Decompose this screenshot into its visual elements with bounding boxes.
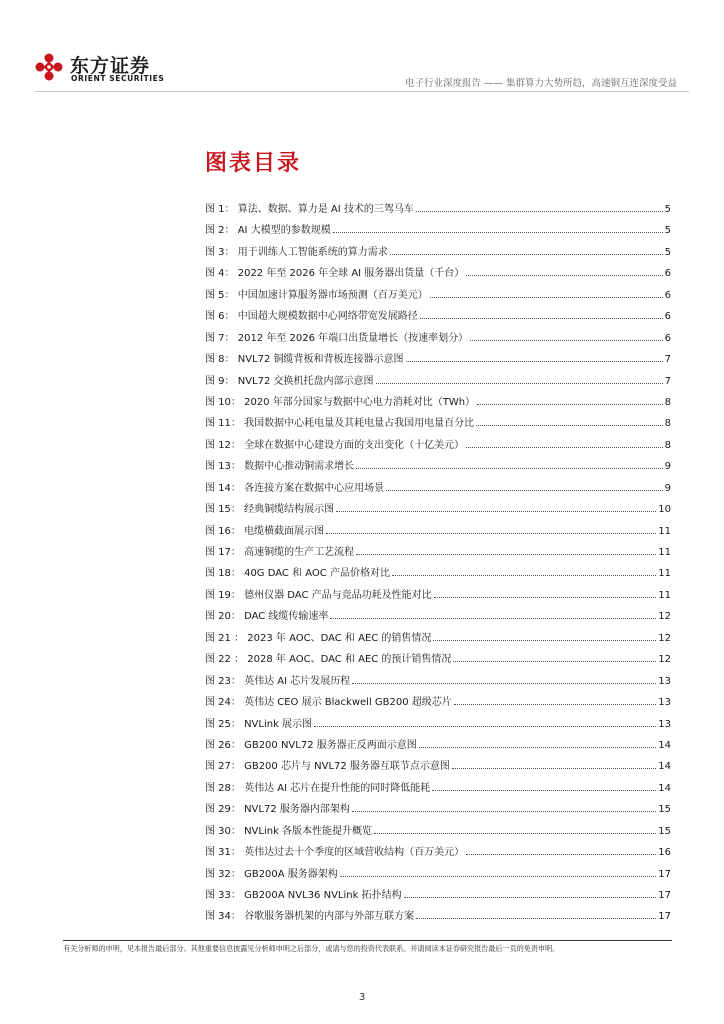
- toc-leader-dots: [352, 683, 656, 684]
- toc-entry[interactable]: [205, 610, 671, 631]
- toc-entry[interactable]: [205, 417, 671, 438]
- toc-entry-page: 15: [658, 825, 671, 837]
- toc-entry-page: 11: [658, 525, 671, 537]
- toc-entry-label: 图 5： 中国加速计算服务器市场预测（百万美元）: [205, 289, 428, 301]
- toc-entry-page: 6: [664, 268, 671, 280]
- toc-entry[interactable]: [205, 889, 671, 910]
- toc-entry[interactable]: [205, 482, 671, 503]
- toc-entry-page: 9: [664, 482, 671, 494]
- toc-leader-dots: [374, 833, 656, 834]
- toc-entry-label: 图 33： GB200A NVL36 NVLink 拓扑结构: [205, 890, 402, 901]
- toc-entry-page: 6: [664, 311, 671, 323]
- toc-entry-label: 图 18： 40G DAC 和 AOC 产品价格对比: [205, 568, 390, 580]
- toc-entry-page: 6: [664, 289, 671, 301]
- disclaimer-text: 有关分析师的申明，见本报告最后部分。其他重要信息披露见分析师申明之后部分，或请与您的投资代表联系。并请阅读本证券研究报告最后一页的免责申明。: [63, 944, 560, 953]
- toc-leader-dots: [326, 533, 656, 534]
- toc-entry-label: 图 30： NVLink 各版本性能提升概览: [205, 825, 373, 837]
- toc-entry-label: 图 13： 数据中心推动铜需求增长: [205, 461, 355, 473]
- toc-entry[interactable]: [205, 439, 671, 460]
- toc-entry[interactable]: [205, 718, 671, 739]
- logo-text-en: ORIENT SECURITIES: [71, 74, 165, 83]
- toc-entry-page: 15: [658, 804, 671, 816]
- toc-entry-label: 图 21 ： 2023 年 AOC、DAC 和 AEC 的销售情况: [205, 632, 432, 644]
- toc-entry-page: 9: [664, 461, 671, 473]
- toc-entry[interactable]: [205, 760, 671, 781]
- toc-entry[interactable]: [205, 782, 671, 803]
- toc-entry-label: 图 23： 英伟达 AI 芯片发展历程: [205, 675, 351, 687]
- toc-entry[interactable]: [205, 267, 671, 288]
- toc-entry[interactable]: [205, 396, 671, 417]
- toc-leader-dots: [376, 383, 663, 384]
- toc-leader-dots: [392, 575, 656, 576]
- toc-leader-dots: [336, 511, 656, 512]
- toc-entry-label: 图 29： NVL72 服务器内部架构: [205, 804, 350, 816]
- toc-leader-dots: [356, 468, 663, 469]
- toc-entry[interactable]: [205, 546, 671, 567]
- toc-entry-page: 5: [664, 246, 671, 258]
- toc-leader-dots: [470, 340, 662, 341]
- toc-entry-label: 图 16： 电缆横截面展示图: [205, 525, 325, 537]
- toc-entry[interactable]: [205, 868, 671, 889]
- toc-leader-dots: [466, 854, 656, 855]
- toc-entry-page: 8: [664, 396, 671, 408]
- toc-leader-dots: [356, 554, 656, 555]
- toc-entry-page: 17: [658, 868, 671, 880]
- toc-leader-dots: [430, 297, 663, 298]
- toc-leader-dots: [386, 490, 663, 491]
- orient-securities-logo-icon: [34, 52, 64, 82]
- toc-entry-label: 图 2： AI 大模型的参数规模: [205, 225, 331, 237]
- toc-entry-page: 8: [664, 439, 671, 451]
- toc-entry-label: 图 31： 英伟达过去十个季度的区域营收结构（百万美元）: [205, 847, 465, 859]
- toc-entry-page: 13: [658, 697, 671, 709]
- toc-leader-dots: [333, 232, 663, 233]
- toc-entry[interactable]: [205, 525, 671, 546]
- toc-entry-page: 11: [658, 568, 671, 580]
- toc-leader-dots: [434, 597, 657, 598]
- toc-leader-dots: [420, 318, 663, 319]
- toc-entry-label: 图 24： 英伟达 CEO 展示 Blackwell GB200 超级芯片: [205, 697, 452, 709]
- toc-entry[interactable]: [205, 825, 671, 846]
- toc-entry-page: 12: [658, 654, 671, 666]
- toc-leader-dots: [404, 897, 657, 898]
- toc-leader-dots: [432, 790, 656, 791]
- toc-entry-page: 12: [658, 632, 671, 644]
- toc-entry-page: 8: [664, 418, 671, 430]
- toc-entry-page: 12: [658, 611, 671, 623]
- toc-entry[interactable]: [205, 632, 671, 653]
- toc-leader-dots: [352, 811, 656, 812]
- toc-entry-label: 图 14： 各连接方案在数据中心应用场景: [205, 482, 385, 494]
- toc-entry[interactable]: [205, 675, 671, 696]
- toc-title: 图表目录: [205, 151, 302, 176]
- toc-entry-page: 11: [658, 589, 671, 601]
- page-number: 3: [358, 992, 366, 1003]
- toc-entry-label: 图 1： 算法、数据、算力是 AI 技术的三驾马车: [205, 204, 414, 215]
- toc-entry[interactable]: [205, 653, 671, 674]
- toc-entry-page: 5: [664, 204, 671, 215]
- toc-leader-dots: [416, 211, 663, 212]
- toc-leader-dots: [466, 275, 662, 276]
- toc-entry-label: 图 15： 经典铜缆结构展示图: [205, 504, 335, 516]
- toc-leader-dots: [452, 768, 656, 769]
- toc-leader-dots: [477, 404, 663, 405]
- toc-entry-label: 图 11： 我国数据中心耗电量及其耗电量占我国用电量百分比: [205, 418, 475, 430]
- toc-entry-label: 图 8： NVL72 铜缆背板和背板连接器示意图: [205, 354, 404, 366]
- toc-entry-label: 图 12： 全球在数据中心建设方面的支出变化（十亿美元）: [205, 439, 465, 451]
- toc-entry-label: 图 4： 2022 年至 2026 年全球 AI 服务器出货量（千台）: [205, 268, 465, 280]
- toc-leader-dots: [416, 918, 656, 919]
- toc-leader-dots: [466, 447, 663, 448]
- toc-entry-label: 图 32： GB200A 服务器架构: [205, 868, 338, 880]
- toc-entry-page: 6: [664, 332, 671, 344]
- toc-entry-label: 图 19： 德州仪器 DAC 产品与竞品功耗及性能对比: [205, 589, 432, 601]
- toc-entry[interactable]: [205, 696, 671, 717]
- figure-toc-list: [205, 203, 671, 932]
- toc-entry-page: 17: [658, 890, 671, 901]
- toc-leader-dots: [419, 747, 657, 748]
- page-header: [0, 0, 724, 100]
- toc-entry-page: 10: [658, 504, 671, 516]
- toc-entry-page: 7: [664, 375, 671, 387]
- toc-entry-label: 图 27： GB200 芯片与 NVL72 服务器互联节点示意图: [205, 761, 450, 773]
- toc-entry-label: 图 25： NVLink 展示图: [205, 718, 313, 730]
- toc-entry-label: 图 26： GB200 NVL72 服务器正反两面示意图: [205, 739, 417, 751]
- toc-entry[interactable]: [205, 224, 671, 245]
- header-divider: [35, 91, 689, 92]
- report-title: 电子行业深度报告 —— 集群算力大势所趋，高速铜互连深度受益: [404, 78, 677, 89]
- toc-entry[interactable]: [205, 310, 671, 331]
- toc-entry-label: 图 17： 高速铜缆的生产工艺流程: [205, 547, 355, 558]
- toc-entry-page: 11: [658, 547, 671, 558]
- toc-leader-dots: [330, 618, 656, 619]
- toc-leader-dots: [453, 661, 656, 662]
- toc-entry[interactable]: [205, 567, 671, 588]
- toc-entry[interactable]: [205, 332, 671, 353]
- toc-entry[interactable]: [205, 203, 671, 224]
- toc-entry[interactable]: [205, 739, 671, 760]
- toc-entry-page: 14: [658, 782, 671, 794]
- toc-entry[interactable]: [205, 246, 671, 267]
- toc-entry-page: 5: [664, 225, 671, 237]
- toc-entry-page: 14: [658, 739, 671, 751]
- toc-entry-label: 图 20： DAC 线缆传输速率: [205, 611, 329, 623]
- toc-entry-page: 13: [658, 718, 671, 730]
- toc-leader-dots: [340, 876, 656, 877]
- toc-entry[interactable]: [205, 503, 671, 524]
- toc-entry[interactable]: [205, 460, 671, 481]
- toc-entry-page: 13: [658, 675, 671, 687]
- toc-entry-label: 图 10： 2020 年部分国家与数据中心电力消耗对比（TWh）: [205, 396, 476, 408]
- toc-leader-dots: [390, 254, 663, 255]
- toc-entry[interactable]: [205, 375, 671, 396]
- toc-entry[interactable]: [205, 846, 671, 867]
- toc-entry[interactable]: [205, 803, 671, 824]
- logo-text-cn: 东方证券: [70, 55, 151, 77]
- toc-leader-dots: [476, 425, 663, 426]
- toc-leader-dots: [406, 361, 663, 362]
- toc-entry-page: 16: [658, 847, 671, 859]
- toc-entry-label: 图 34： 谷歌服务器机架的内部与外部互联方案: [205, 911, 415, 923]
- toc-entry[interactable]: [205, 910, 671, 931]
- toc-leader-dots: [433, 640, 656, 641]
- toc-entry-label: 图 22 ： 2028 年 AOC、DAC 和 AEC 的预计销售情况: [205, 654, 452, 666]
- toc-entry[interactable]: [205, 289, 671, 310]
- toc-entry-label: 图 3： 用于训练人工智能系统的算力需求: [205, 246, 388, 258]
- toc-entry-page: 7: [664, 354, 671, 366]
- toc-leader-dots: [314, 726, 656, 727]
- toc-leader-dots: [454, 704, 656, 705]
- toc-entry[interactable]: [205, 353, 671, 374]
- toc-entry-page: 17: [658, 911, 671, 923]
- toc-entry-label: 图 6： 中国超大规模数据中心网络带宽发展路径: [205, 311, 418, 323]
- toc-entry[interactable]: [205, 589, 671, 610]
- footer-divider: [63, 940, 672, 941]
- toc-entry-page: 14: [658, 761, 671, 773]
- toc-entry-label: 图 28： 英伟达 AI 芯片在提升性能的同时降低能耗: [205, 782, 431, 794]
- toc-entry-label: 图 9： NVL72 交换机托盘内部示意图: [205, 375, 374, 387]
- toc-entry-label: 图 7： 2012 年至 2026 年端口出货量增长（按速率划分）: [205, 332, 469, 344]
